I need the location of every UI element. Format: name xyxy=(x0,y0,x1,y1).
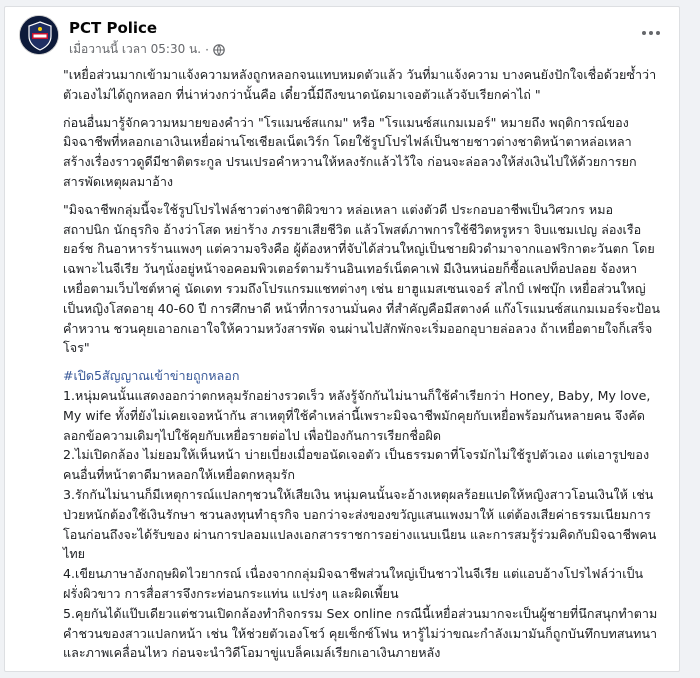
list-item: 2.ไม่เปิดกล้อง ไม่ยอมให้เห็นหน้า บ่ายเบี่ยงเมื่อขอนัดเจอตัว เป็นธรรมดาที่โจรมักไม่ใช้รูปตัวเอง แต่เอารูปของคนอื่นที่หน้าตาดีมาหลอกให้เหยื่อตกหลุมรัก xyxy=(63,447,650,483)
page-avatar[interactable] xyxy=(19,15,59,55)
globe-icon[interactable] xyxy=(213,44,225,56)
meta-separator: · xyxy=(205,42,209,57)
list-item: 1.หนุ่มคนนั้นแสดงออกว่าตกหลุมรักอย่างรวดเร็ว หลังรู้จักกันไม่นานก็ใช้คำเรียกว่า Honey, Baby, My love, My wife ทั้งที่ยังไม่เคยเจอหน้ากัน สาเหตุที่ใช้คำเหล่านี้เพราะมิจฉาชีพมักคุยกับเหยื่อพร้อมกันหลายคน จึงคัดลอกข้อความเดิมๆไปใช้คุยกับเหยื่อรายต่อไป เพื่อป้องกันการเรียกชื่อผิด xyxy=(63,387,651,443)
more-options-icon[interactable] xyxy=(637,21,665,45)
police-logo-icon xyxy=(20,16,59,55)
list-item: 5.คุยกันได้แป๊บเดียวแต่ชวนเปิดกล้องทำกิจกรรม Sex online กรณีนี้เหยื่อส่วนมากจะเป็นผู้ชายที่นึกสนุกทำตามคำชวนของสาวแปลกหน้า เช่น ให้ช่วยตัวเองโชว์ คุยเซ็กซ์โฟน หารู้ไม่ว่าขณะกำลังเมามันก็ถูกบันทึกบทสนทนาและภาพเคลื่อนไหว ก่อนจะนำวิดีโอมาขู่แบล็คเมล์เรียกเอาเงินภายหลัง xyxy=(63,605,658,661)
post-paragraph: ก่อนอื่นมารู้จักความหมายของคำว่า "โรแมนซ์สแกม" หรือ "โรแมนซ์สแกมเมอร์" หมายถึง พฤติการณ์ของมิจฉาชีพที่หลอกเอาเงินเหยื่อผ่านโซเชียลเน็ตเวิร์ก โดยใช้รูปโปรไฟล์เป็นชายชาวต่างชาติหน้าตาหล่อเหลา สร้างเรื่องราวดูดีมีชาติตระกูล ปรนเปรอคำหวานให้หลงรักแล้วไว้ใจ ก่อนจะล่อลวงให้ส่งเงินไปให้ด้วยการยกสารพัดเหตุผลมาอ้าง xyxy=(63,114,637,189)
post-meta xyxy=(69,40,225,59)
post-paragraph: "เหยื่อส่วนมากเข้ามาแจ้งความหลังถูกหลอกจนแทบหมดตัวแล้ว วันที่มาแจ้งความ บางคนยังปักใจเชื่อด้วยซ้ำว่าตัวเองไม่ได้ถูกหลอก ที่น่าห่วงกว่านั้นคือ เดี๋ยวนี้มีถึงขนาดนัดมาเจอตัวแล้วจับเรียกค่าไถ่ " xyxy=(63,67,657,102)
post-paragraph: "มิจฉาชีพกลุ่มนี้จะใช้รูปโปรไฟล์ชาวต่างชาติผิวขาว หล่อเหลา แต่งตัวดี ประกอบอาชีพเป็นวิศวกร หมอ สถาปนิก นักธุรกิจ อ้างว่าโสด หย่าร้าง ภรรยาเสียชีวิต แล้วโพสต์ภาพการใช้ชีวิตหรูหรา จิบแชมเปญ ล่องเรือยอร์ช กินอาหารร้านแพงๆ แต่ความจริงคือ ผู้ต้องหาที่จับได้ส่วนใหญ่เป็นชายผิวดำมาจากแอฟริกาตะวันตก โดยเฉพาะไนจีเรีย วันๆนั่งอยู่หน้าจอคอมพิวเตอร์ตามร้านอินเทอร์เน็ตคาเฟ่ มีเงินหน่อยก็ซื้อแลปท็อปลอย จ้องหาเหยื่อตามเว็บไซต์หาคู่ นัดเดท รวมถึงโปรแกรมแชทต่างๆ เช่น ยาฮูแมสเซนเจอร์ สไกป์ เฟซบุ๊ก เหยื่อส่วนใหญ่เป็นหญิงโสดอายุ 40-60 ปี การศึกษาดี หน้าที่การงานมั่นคง ที่สำคัญคือมีสตางค์ แก๊งโรแมนซ์สแกมเมอร์จะป้อนคำหวาน ชวนคุยเอาอกเอาใจให้ความหวังสารพัด จนผ่านไปสักพักจะเริ่มออกอุบายล่อลวง ถ้าเหยื่อตายใจก็เสร็จโจร" xyxy=(63,201,661,356)
post-body xyxy=(5,65,679,663)
hashtag-link[interactable]: #เปิด5สัญญาณเข้าข่ายถูกหลอก xyxy=(63,368,240,384)
page-name[interactable]: PCT Police xyxy=(69,19,158,37)
post-header xyxy=(5,7,679,65)
post-card xyxy=(4,6,680,672)
list-item: 3.รักกันไม่นานก็มีเหตุการณ์แปลกๆชวนให้เสียเงิน หนุ่มคนนั้นจะอ้างเหตุผลร้อยแปดให้หญิงสาวโอนเงินให้ เช่น ป่วยหนักต้องใช้เงินรักษา ชวนลงทุนทำธุรกิจ บอกว่าจะส่งของขวัญแสนแพงมาให้ แต่ต้องเสียค่าธรรมเนียมการโอนก่อนถึงจะได้รับของ ผ่านการปลอมแปลงเอกสารราชการอย่างแนบเนียน และการสมรู้ร่วมคิดกับมิจฉาชีพคนไทย xyxy=(63,486,657,562)
post-timestamp[interactable]: เมื่อวานนี้ เวลา 05:30 น. xyxy=(69,42,202,56)
list-item: 4.เขียนภาษาอังกฤษผิดไวยากรณ์ เนื่องจากกลุ่มมิจฉาชีพส่วนใหญ่เป็นชาวไนจีเรีย แต่แอบอ้างโปรไฟล์ว่าเป็นฝรั่งผิวขาว การสื่อสารจึงกระท่อนกระแท่น แปร่งๆ และผิดเพี้ยน xyxy=(63,566,644,601)
